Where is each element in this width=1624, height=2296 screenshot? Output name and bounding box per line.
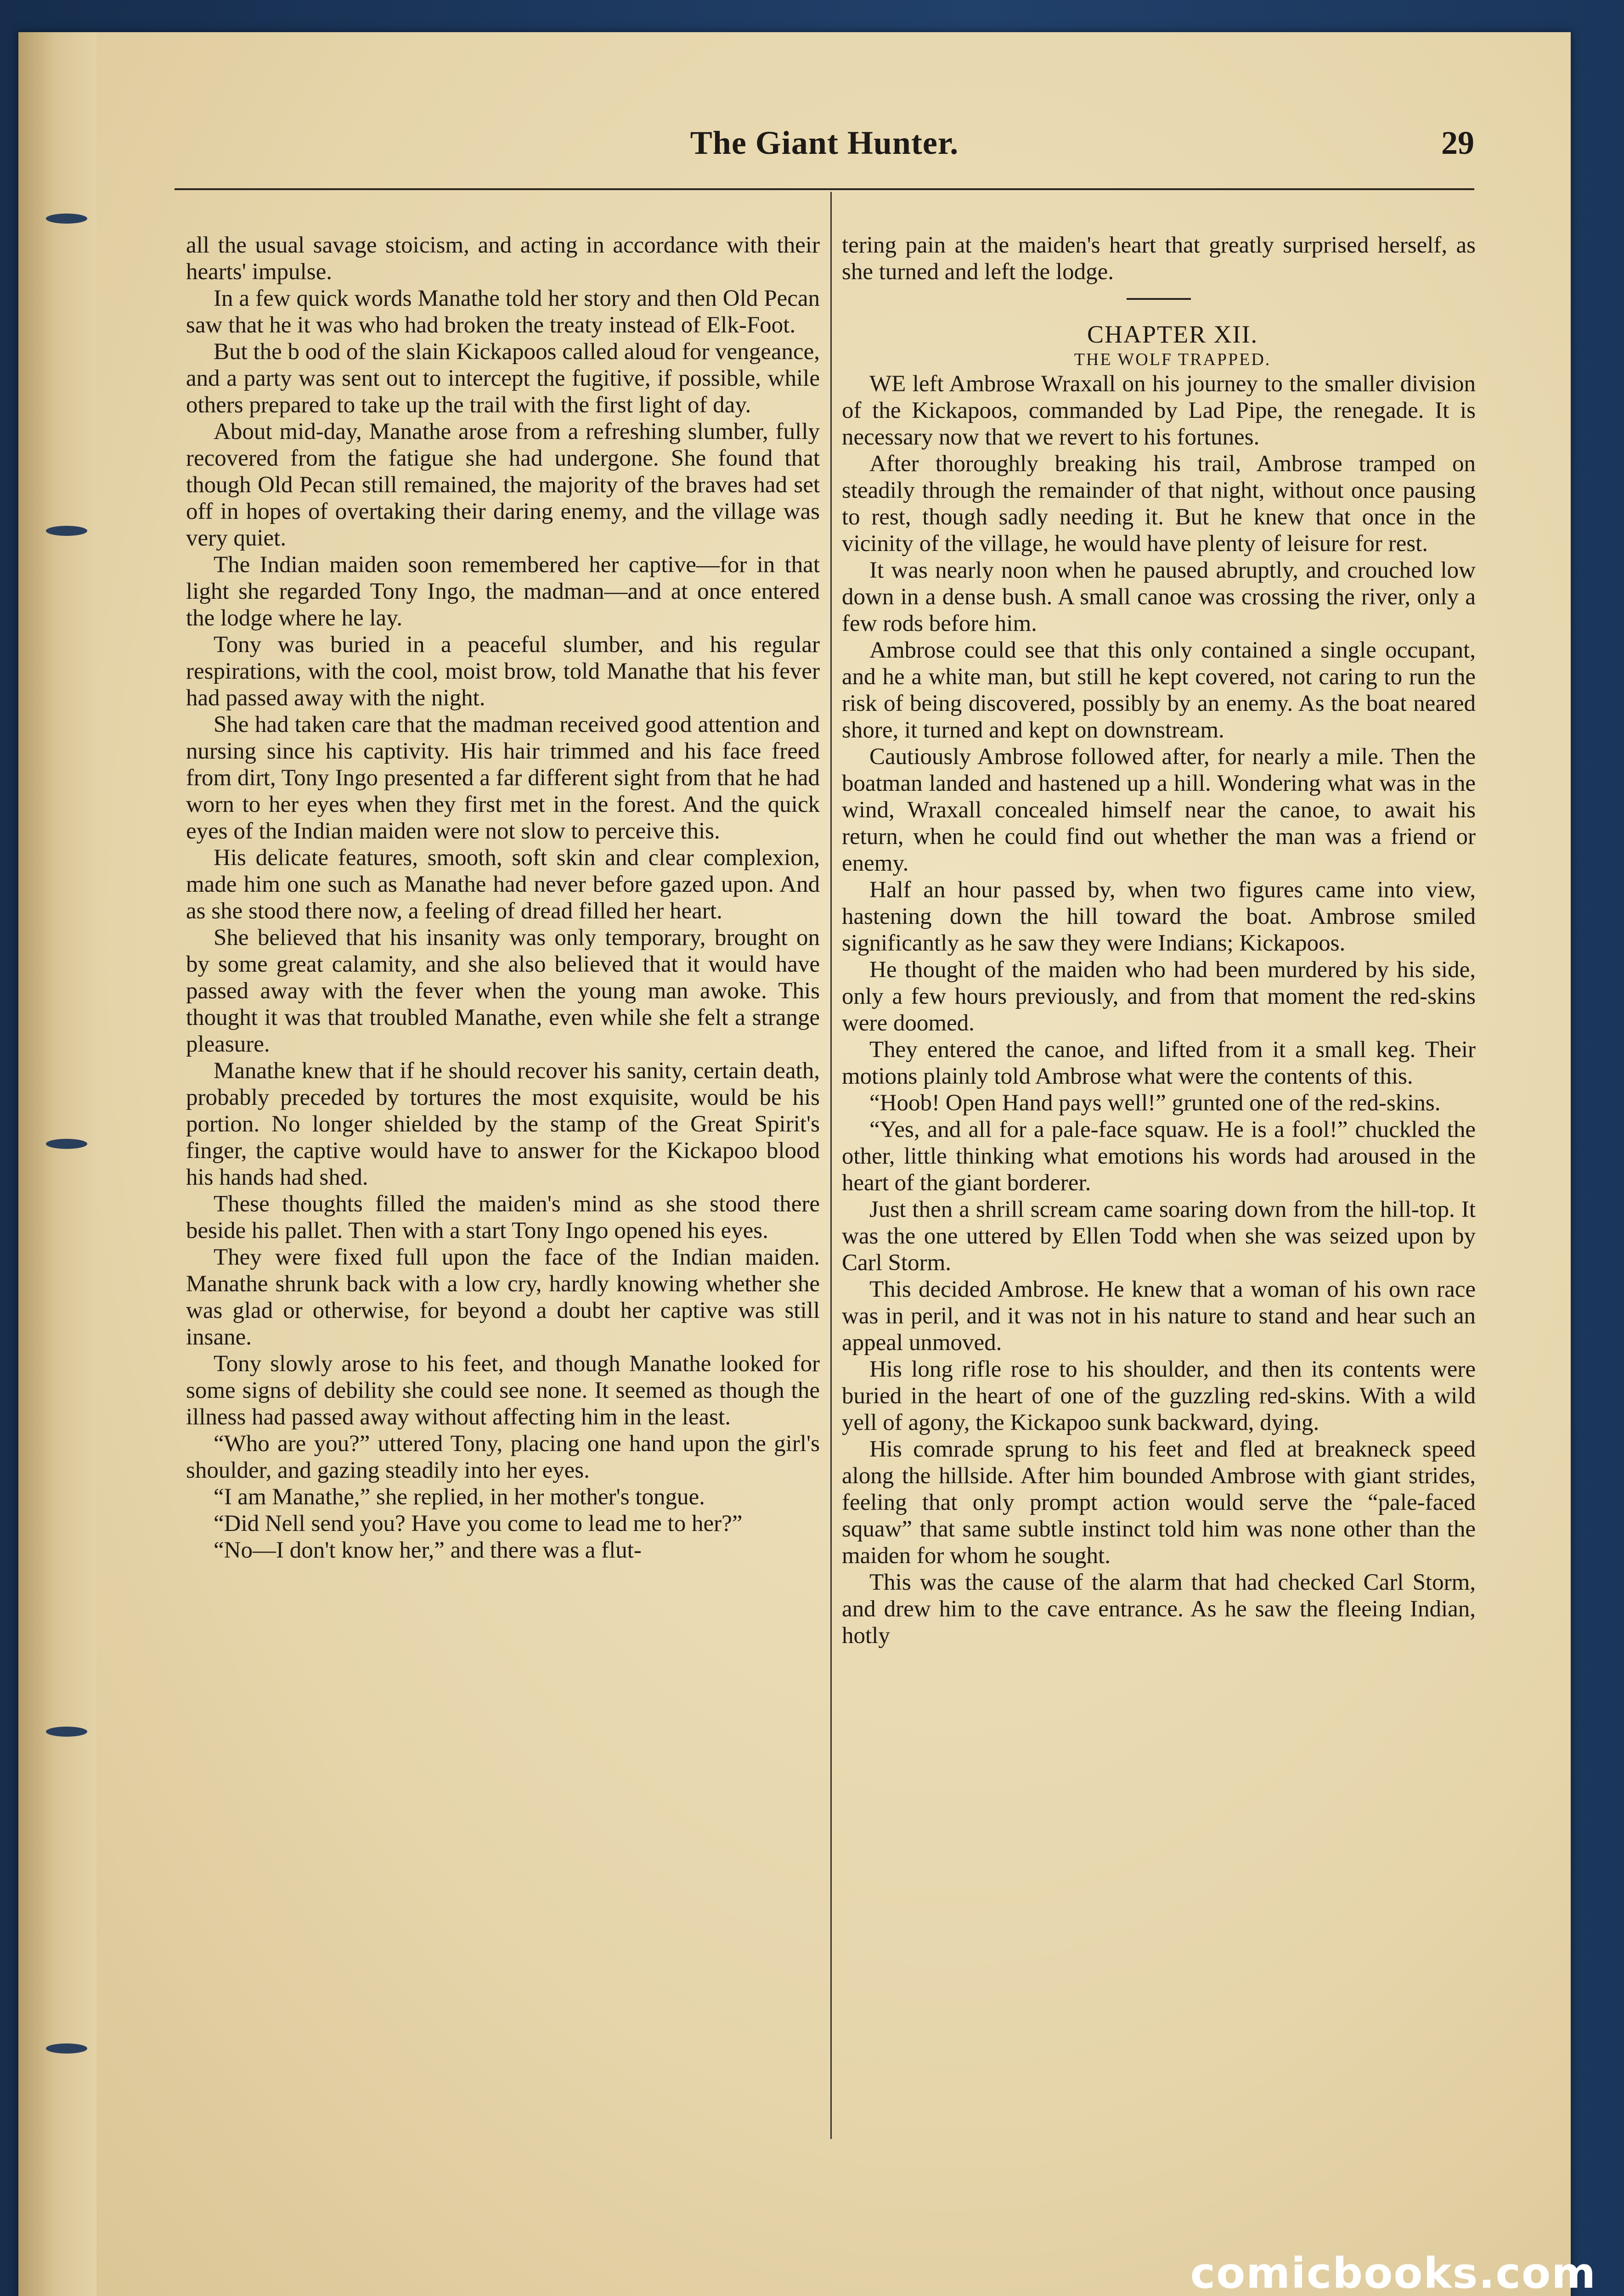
paragraph: Half an hour passed by, when two figures came into view, hastening down the hill toward the boat. Ambrose smiled significantly as he saw they were Indians; Kickapoos. <box>842 877 1476 956</box>
paragraph: His long rifle rose to his shoulder, and then its contents were buried in the heart of one of the guzzling red-skins. With a wild yell of agony, the Kickapoo sunk backward, dying. <box>842 1356 1476 1435</box>
section-separator <box>1127 298 1191 300</box>
paragraph: She believed that his insanity was only temporary, brought on by some great calamity, and she also believed that it would have passed away with the fever when the young man awoke. This thought it was that troubled Manathe, even while she felt a strange pleasure. <box>186 925 820 1057</box>
paragraph: She had taken care that the madman received good attention and nursing since his captivity. His hair trimmed and his face freed from dirt, Tony Ingo presented a far different sight from that he had worn to her eyes when they first met in the forest. And the quick eyes of the Indian maiden were not slow to perceive this. <box>186 712 820 844</box>
paragraph: tering pain at the maiden's heart that greatly surprised herself, as she turned and left the lodge. <box>842 232 1476 285</box>
paragraph: They were fixed full upon the face of the Indian maiden. Manathe shrunk back with a low cry, hardly knowing whether she was glad or otherwise, for beyond a doubt her captive was still insane. <box>186 1244 820 1350</box>
binding-stitch <box>46 1727 87 1737</box>
paragraph: This was the cause of the alarm that had checked Carl Storm, and drew him to the cave entrance. As he saw the fleeing Indian, hotly <box>842 1570 1476 1649</box>
binding-stitch <box>46 1139 87 1149</box>
page-header <box>175 124 1474 174</box>
chapter-title: CHAPTER XII. <box>1087 321 1258 348</box>
binding-stitch <box>46 214 87 224</box>
paragraph: WE left Ambrose Wraxall on his journey to the smaller division of the Kickapoos, commanded by Lad Pipe, the renegade. It is necessary now that we revert to his fortunes. <box>842 371 1476 450</box>
paragraph: “I am Manathe,” she replied, in her mother's tongue. <box>214 1484 705 1510</box>
binding-stitch <box>46 2043 87 2054</box>
paragraph: About mid-day, Manathe arose from a refreshing slumber, fully recovered from the fatigue she had undergone. She found that though Old Pecan still remained, the majority of the braves had set off in hopes of overtaking their daring enemy, and the village was very quiet. <box>186 419 820 551</box>
right-column <box>842 232 1476 1649</box>
page-number: 29 <box>1441 124 1474 161</box>
paragraph: Ambrose could see that this only contained a single occupant, and he a white man, but still he kept covered, not caring to run the risk of being discovered, possibly by an enemy. As the boat neared shore, it turned and kept on downstream. <box>842 637 1476 743</box>
running-title: The Giant Hunter. <box>690 124 959 161</box>
paragraph: “Hoob! Open Hand pays well!” grunted one of the red-skins. <box>869 1090 1441 1116</box>
paragraph: Cautiously Ambrose followed after, for nearly a mile. Then the boatman landed and hastened up a hill. Wondering what was in the wind, Wraxall concealed himself near the canoe, to await his return, when he could find out whether the man was a friend or enemy. <box>842 744 1476 876</box>
paragraph: These thoughts filled the maiden's mind as she stood there beside his pallet. Then with a start Tony Ingo opened his eyes. <box>186 1191 820 1244</box>
paragraph: It was nearly noon when he paused abruptly, and crouched low down in a dense bush. A small canoe was crossing the river, only a few rods before him. <box>842 557 1476 636</box>
paragraph: He thought of the maiden who had been murdered by his side, only a few hours previously, and from that moment the red-skins were doomed. <box>842 957 1476 1036</box>
paragraph: The Indian maiden soon remembered her captive—for in that light she regarded Tony Ingo, the madman—and at once entered the lodge where he lay. <box>186 552 820 631</box>
column-divider <box>830 192 832 2139</box>
paragraph: “Yes, and all for a pale-face squaw. He is a fool!” chuckled the other, little thinking what emotions his words had aroused in the heart of the giant borderer. <box>842 1117 1476 1196</box>
paragraph: After thoroughly breaking his trail, Ambrose tramped on steadily through the remainder of that night, without once pausing to rest, though sadly needing it. But he knew that once in the vicinity of the village, he would have plenty of leisure for rest. <box>842 451 1476 557</box>
site-watermark: comicbooks.com <box>1190 2249 1596 2296</box>
paragraph: all the usual savage stoicism, and acting in accordance with their hearts' impulse. <box>186 232 820 285</box>
header-rule <box>175 188 1474 190</box>
chapter-subtitle: THE WOLF TRAPPED. <box>1074 350 1271 369</box>
page-spine <box>18 32 96 2296</box>
paragraph: “No—I don't know her,” and there was a flut- <box>214 1537 642 1563</box>
paragraph: “Did Nell send you? Have you come to lead me to her?” <box>214 1511 743 1536</box>
paragraph: Manathe knew that if he should recover his sanity, certain death, probably preceded by tortures the most exquisite, would be his portion. No longer shielded by the stamp of the Great Spirit's finger, the captive would have to answer for the Kickapoo blood his hands had shed. <box>186 1058 820 1190</box>
paragraph: They entered the canoe, and lifted from it a small keg. Their motions plainly told Ambrose what were the contents of this. <box>842 1037 1476 1089</box>
paragraph: His delicate features, smooth, soft skin and clear complexion, made him one such as Manathe had never before gazed upon. And as she stood there now, a feeling of dread filled her heart. <box>186 845 820 924</box>
paragraph: Tony was buried in a peaceful slumber, and his regular respirations, with the cool, moist brow, told Manathe that his fever had passed away with the night. <box>186 632 820 711</box>
binding-stitch <box>46 526 87 536</box>
paragraph: “Who are you?” uttered Tony, placing one hand upon the girl's shoulder, and gazing steadily into her eyes. <box>186 1431 820 1483</box>
paragraph: In a few quick words Manathe told her story and then Old Pecan saw that he it was who had broken the treaty instead of Elk-Foot. <box>186 286 820 338</box>
paragraph: This decided Ambrose. He knew that a woman of his own race was in peril, and it was not in his nature to stand and hear such an appeal unmoved. <box>842 1277 1476 1356</box>
paragraph: Just then a shrill scream came soaring down from the hill-top. It was the one uttered by Ellen Todd when she was seized upon by Carl Storm. <box>842 1197 1476 1276</box>
paragraph: His comrade sprung to his feet and fled at breakneck speed along the hillside. After him bounded Ambrose with giant strides, feeling that only prompt action would serve the “pale-faced squaw” that same subtle instinct told him was none other than the maiden for whom he sought. <box>842 1436 1476 1569</box>
paragraph: But the b ood of the slain Kickapoos called aloud for vengeance, and a party was sent out to intercept the fugitive, if possible, while others prepared to take up the trail with the first light of day. <box>186 339 820 418</box>
paragraph: Tony slowly arose to his feet, and though Manathe looked for some signs of debility she could see none. It seemed as though the illness had passed away without affecting him in the least. <box>186 1351 820 1430</box>
left-column <box>186 232 820 1564</box>
